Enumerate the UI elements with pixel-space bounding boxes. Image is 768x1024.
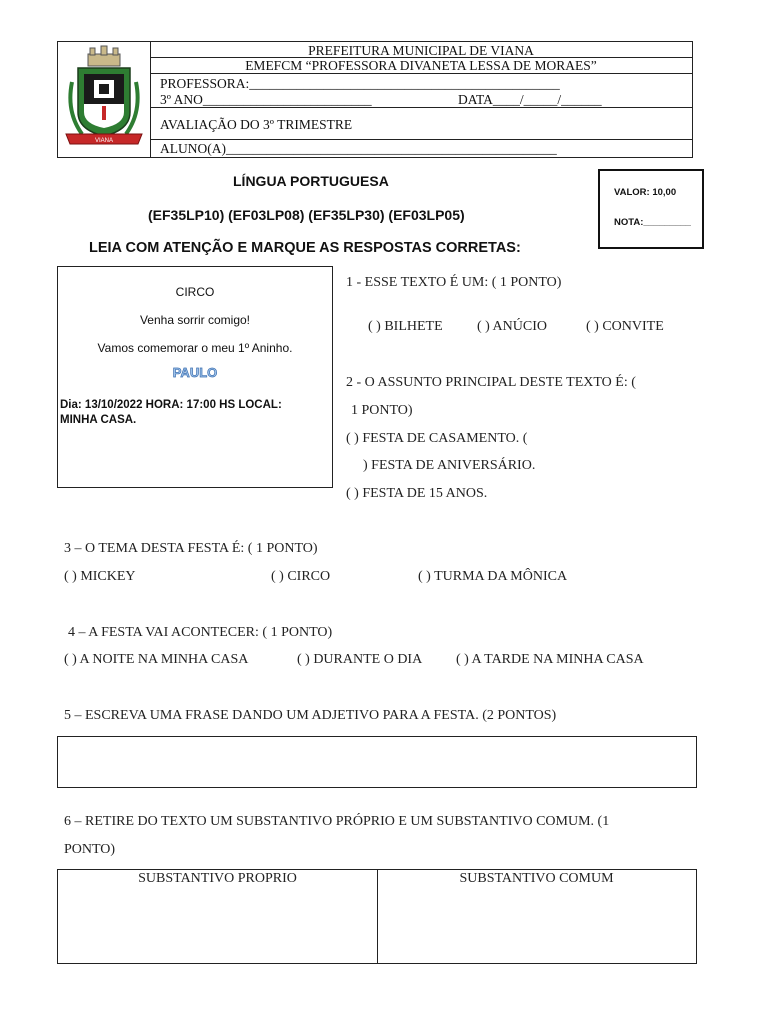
q5-question: 5 – ESCREVA UMA FRASE DANDO UM ADJETIVO PARA A FESTA. (2 PONTOS) [64, 708, 557, 723]
q2-question-cont: 1 PONTO) [351, 403, 413, 418]
proprio-answer-cell[interactable] [60, 892, 374, 962]
header-row-school [150, 58, 692, 74]
col-substantivo-proprio: SUBSTANTIVO PROPRIO [138, 871, 297, 886]
header-row-aluno [150, 140, 692, 157]
invite-title: CIRCO [175, 285, 215, 299]
invite-name: PAULO [172, 365, 218, 380]
header-row-avaliacao [150, 108, 692, 140]
coat-of-arms-icon [58, 42, 150, 157]
q6-question: 6 – RETIRE DO TEXTO UM SUBSTANTIVO PRÓPRIO E UM SUBSTANTIVO COMUM. (1 [64, 814, 610, 829]
professora-field[interactable]: PROFESSORA:______________________________________________ [160, 76, 560, 91]
valor-label: VALOR: 10,00 [614, 187, 677, 198]
header-table [57, 41, 693, 158]
comum-answer-cell[interactable] [380, 892, 694, 962]
svg-text:VIANA: VIANA [94, 138, 114, 144]
subject-title: LÍNGUA PORTUGUESA [233, 173, 389, 189]
q6-answer-table [57, 869, 697, 964]
q2-question: 2 - O ASSUNTO PRINCIPAL DESTE TEXTO É: ( [346, 375, 636, 390]
q2-option-15-anos[interactable]: ( ) FESTA DE 15 ANOS. [346, 486, 488, 501]
q1-option-convite[interactable]: ( ) CONVITE [586, 319, 664, 334]
q2-option-casamento[interactable]: ( ) FESTA DE CASAMENTO. ( [346, 431, 528, 446]
q6-question-cont: PONTO) [64, 842, 116, 857]
q5-answer-box[interactable] [57, 736, 697, 788]
q2-option-aniversario[interactable]: ) FESTA DE ANIVERSÁRIO. [363, 458, 536, 473]
invite-line-2: Vamos comemorar o meu 1º Aninho. [97, 341, 293, 355]
ano-field[interactable]: 3º ANO_________________________ [160, 92, 372, 107]
q3-option-turma-monica[interactable]: ( ) TURMA DA MÔNICA [418, 569, 568, 584]
instruction-text: LEIA COM ATENÇÃO E MARQUE AS RESPOSTAS CORRETAS: [89, 240, 521, 256]
prefeitura-title: PREFEITURA MUNICIPAL DE VIANA [308, 43, 534, 58]
invite-line-1: Venha sorrir comigo! [139, 313, 251, 327]
header-row-professora [150, 74, 692, 108]
data-field[interactable]: DATA____/_____/______ [458, 92, 602, 107]
col-substantivo-comum: SUBSTANTIVO COMUM [459, 871, 614, 886]
q3-option-mickey[interactable]: ( ) MICKEY [64, 569, 136, 584]
q1-question: 1 - ESSE TEXTO É UM: ( 1 PONTO) [346, 275, 562, 290]
invite-details: Dia: 13/10/2022 HORA: 17:00 HS LOCAL: MINHA CASA. [60, 399, 282, 426]
q1-option-bilhete[interactable]: ( ) BILHETE [368, 319, 443, 334]
q4-option-noite[interactable]: ( ) A NOITE NA MINHA CASA [64, 652, 249, 667]
school-name: EMEFCM “PROFESSORA DIVANETA LESSA DE MORAES” [245, 58, 597, 73]
header-row-prefeitura [150, 42, 692, 58]
aluno-field[interactable]: ALUNO(A)_________________________________________________ [160, 141, 557, 156]
q3-question: 3 – O TEMA DESTA FESTA É: ( 1 PONTO) [64, 541, 318, 556]
invitation-box [57, 266, 333, 488]
q3-option-circo[interactable]: ( ) CIRCO [271, 569, 331, 584]
nota-field[interactable]: NOTA:_________ [614, 217, 691, 228]
q1-option-anuncio[interactable]: ( ) ANÚCIO [477, 319, 547, 334]
score-box [598, 169, 704, 249]
q4-question: 4 – A FESTA VAI ACONTECER: ( 1 PONTO) [68, 625, 333, 640]
avaliacao-label: AVALIAÇÃO DO 3º TRIMESTRE [160, 117, 353, 132]
q4-option-dia[interactable]: ( ) DURANTE O DIA [297, 652, 423, 667]
logo-cell [58, 42, 151, 157]
q4-option-tarde[interactable]: ( ) A TARDE NA MINHA CASA [456, 652, 644, 667]
skill-codes: (EF35LP10) (EF03LP08) (EF35LP30) (EF03LP05) [148, 207, 465, 223]
